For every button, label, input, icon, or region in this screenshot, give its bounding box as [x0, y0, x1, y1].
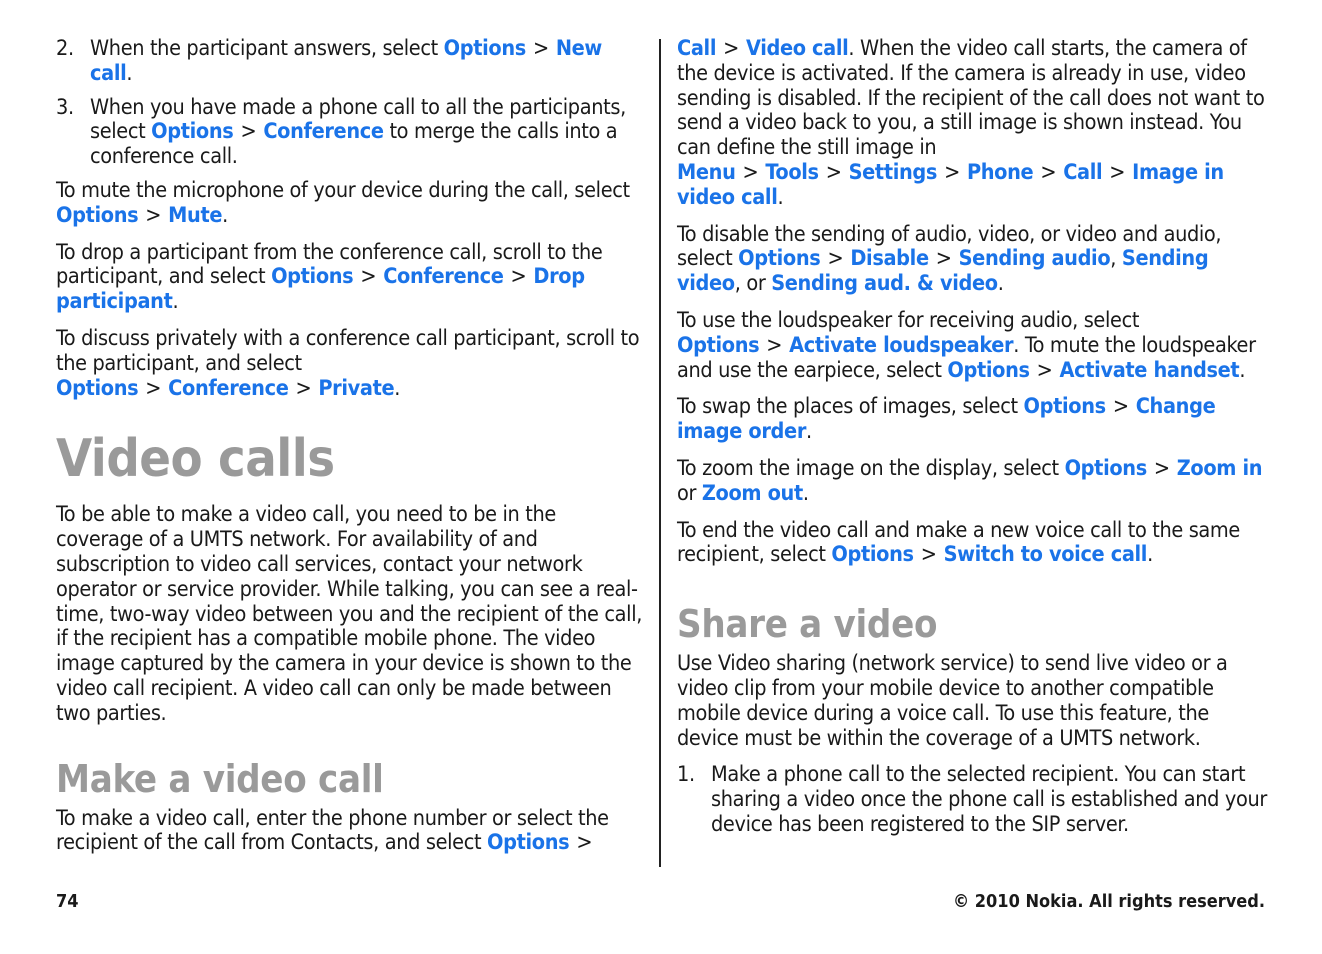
text: When you have made a phone call to all the participants, select: [90, 94, 626, 145]
column-divider: [659, 39, 661, 867]
ui-term-switch-to-voice-call: Switch to voice call: [943, 542, 1148, 568]
step-number: 3.: [56, 94, 74, 120]
video-calls-heading: Video calls: [56, 429, 335, 490]
text: .: [806, 419, 812, 445]
separator: >: [510, 264, 527, 290]
ui-term-sending-aud-video: Sending aud. & video: [771, 271, 998, 297]
loudspeaker-paragraph: [677, 309, 1269, 383]
ui-term-options: Options: [271, 264, 354, 290]
separator: >: [576, 830, 593, 856]
private-paragraph: [56, 327, 648, 401]
ui-term-sending-video: Sending video: [677, 246, 1209, 297]
separator: >: [240, 119, 257, 145]
separator: >: [766, 332, 783, 358]
ui-term-change-image-order: Change image order: [677, 394, 1216, 445]
text: To make a video call, enter the phone number or select the recipient of the call from Contacts, and select: [56, 805, 609, 856]
end-call-paragraph: [677, 519, 1269, 569]
text: .: [1239, 357, 1246, 383]
step-1: [677, 763, 1269, 837]
ui-term-settings: Settings: [848, 159, 938, 185]
separator: >: [1040, 159, 1057, 185]
separator: >: [944, 159, 960, 185]
ui-term-video-call: Video call: [745, 36, 849, 61]
separator: >: [827, 246, 844, 272]
separator: >: [1153, 455, 1170, 481]
ui-term-options: Options: [677, 332, 760, 358]
ui-term-tools: Tools: [765, 159, 819, 185]
make-video-call-heading: Make a video call: [56, 756, 384, 801]
separator: >: [1036, 357, 1053, 383]
ui-term-options: Options: [831, 542, 914, 568]
ui-term-menu: Menu: [677, 159, 736, 185]
text: To mute the microphone of your device during the call, select: [56, 177, 630, 203]
ui-term-options: Options: [487, 830, 570, 856]
text: .: [997, 271, 1004, 297]
text: .: [172, 289, 179, 315]
text: .: [222, 202, 228, 228]
ui-term-activate-handset: Activate handset: [1059, 357, 1240, 383]
ui-term-conference: Conference: [263, 119, 384, 145]
share-video-heading: Share a video: [677, 602, 938, 647]
text: . When the video call starts, the camera of the device is activated. If the camera is already in use, video sending is disabled. If the recipient of the call does not want to send a video back to you, a still image is shown instead. You can define the still image in: [677, 36, 1265, 161]
ui-term-options: Options: [151, 119, 234, 145]
text: , or: [734, 271, 772, 297]
ui-term-options: Options: [56, 375, 139, 401]
ui-term-conference: Conference: [168, 375, 289, 401]
step-number: 2.: [56, 36, 74, 61]
text: to merge the calls into a conference call.: [90, 119, 618, 170]
ui-term-drop-participant: Drop participant: [56, 264, 585, 315]
ui-term-options: Options: [1064, 455, 1147, 481]
disable-paragraph: [677, 223, 1269, 297]
drop-paragraph: [56, 241, 648, 315]
text: or: [677, 480, 702, 506]
ui-term-options: Options: [443, 36, 526, 61]
text: To zoom the image on the display, select: [677, 455, 1065, 481]
separator: >: [935, 246, 952, 272]
zoom-paragraph: [677, 457, 1269, 507]
text: .: [777, 184, 784, 210]
ui-term-new-call: New call: [90, 36, 602, 86]
step-3: [56, 96, 648, 170]
text: To drop a participant from the conference call, scroll to the participant, and select: [56, 239, 603, 290]
text: .: [126, 60, 133, 86]
ui-term-options: Options: [738, 246, 821, 272]
separator: >: [742, 159, 759, 185]
text: . To mute the loudspeaker and use the earpiece, select: [677, 332, 1256, 383]
separator: >: [295, 375, 312, 401]
ui-term-zoom-in: Zoom in: [1176, 455, 1263, 481]
ui-term-disable: Disable: [850, 246, 929, 272]
text: .: [802, 480, 809, 506]
mute-paragraph: [56, 179, 648, 229]
ui-term-conference: Conference: [383, 264, 504, 290]
page-number: 74: [56, 891, 79, 912]
step-2: [56, 37, 648, 87]
ui-term-call: Call: [1063, 159, 1103, 185]
separator: >: [825, 159, 842, 185]
ui-term-phone: Phone: [966, 159, 1034, 185]
separator: >: [1109, 159, 1126, 185]
swap-paragraph: [677, 395, 1269, 445]
step-number: 1.: [677, 762, 695, 788]
text: .: [1147, 542, 1153, 568]
text: To swap the places of images, select: [677, 394, 1024, 420]
ui-term-image-in-video-call: Image in video call: [677, 159, 1224, 210]
text: ,: [1110, 246, 1122, 272]
separator: >: [145, 375, 162, 401]
ui-term-options: Options: [947, 357, 1030, 383]
separator: >: [360, 264, 377, 290]
ui-term-mute: Mute: [168, 202, 223, 228]
ui-term-sending-audio: Sending audio: [958, 246, 1111, 272]
ui-term-zoom-out: Zoom out: [701, 480, 803, 506]
separator: >: [920, 542, 937, 568]
step-text: Make a phone call to the selected recipient. You can start sharing a video once the phone call is established and your device has been registered to the SIP server.: [711, 762, 1267, 837]
text: To disable the sending of audio, video, or video and audio, select: [677, 221, 1222, 272]
ui-term-activate-loudspeaker: Activate loudspeaker: [789, 332, 1014, 358]
video-calls-paragraph: To be able to make a video call, you need to be in the coverage of a UMTS network. For availability of and subscription to video call services, contact your network operator or service provider. While talking, you can see a real-time, two-way video between you and the recipient of the call, if the recipient has a compatible mobile phone. The video image captured by the camera in your device is shown to the video call recipient. A video call can only be made between two parties.: [56, 502, 643, 726]
text: To end the video call and make a new voice call to the same recipient, select: [677, 517, 1240, 568]
share-video-paragraph: Use Video sharing (network service) to send live video or a video clip from your mobile device to another compatible mobile device during a voice call. To use this feature, the device must be within the coverage of a UMTS network.: [677, 651, 1228, 751]
video-call-continued-paragraph: [677, 37, 1269, 211]
separator: >: [1112, 394, 1129, 420]
separator: >: [145, 202, 162, 228]
right-column: [677, 37, 1269, 847]
text: When the participant answers, select: [90, 36, 444, 61]
separator: >: [532, 36, 549, 61]
left-column: [56, 37, 648, 868]
ui-term-call: Call: [677, 36, 717, 61]
separator: >: [723, 36, 739, 61]
text: To discuss privately with a conference call participant, scroll to the participant, and select: [56, 325, 640, 376]
copyright: © 2010 Nokia. All rights reserved.: [952, 891, 1265, 912]
ui-term-options: Options: [1023, 394, 1106, 420]
make-video-call-paragraph: [56, 807, 648, 857]
text: .: [394, 375, 401, 401]
ui-term-options: Options: [56, 202, 139, 228]
text: To use the loudspeaker for receiving audio, select: [677, 307, 1140, 333]
ui-term-private: Private: [318, 375, 395, 401]
